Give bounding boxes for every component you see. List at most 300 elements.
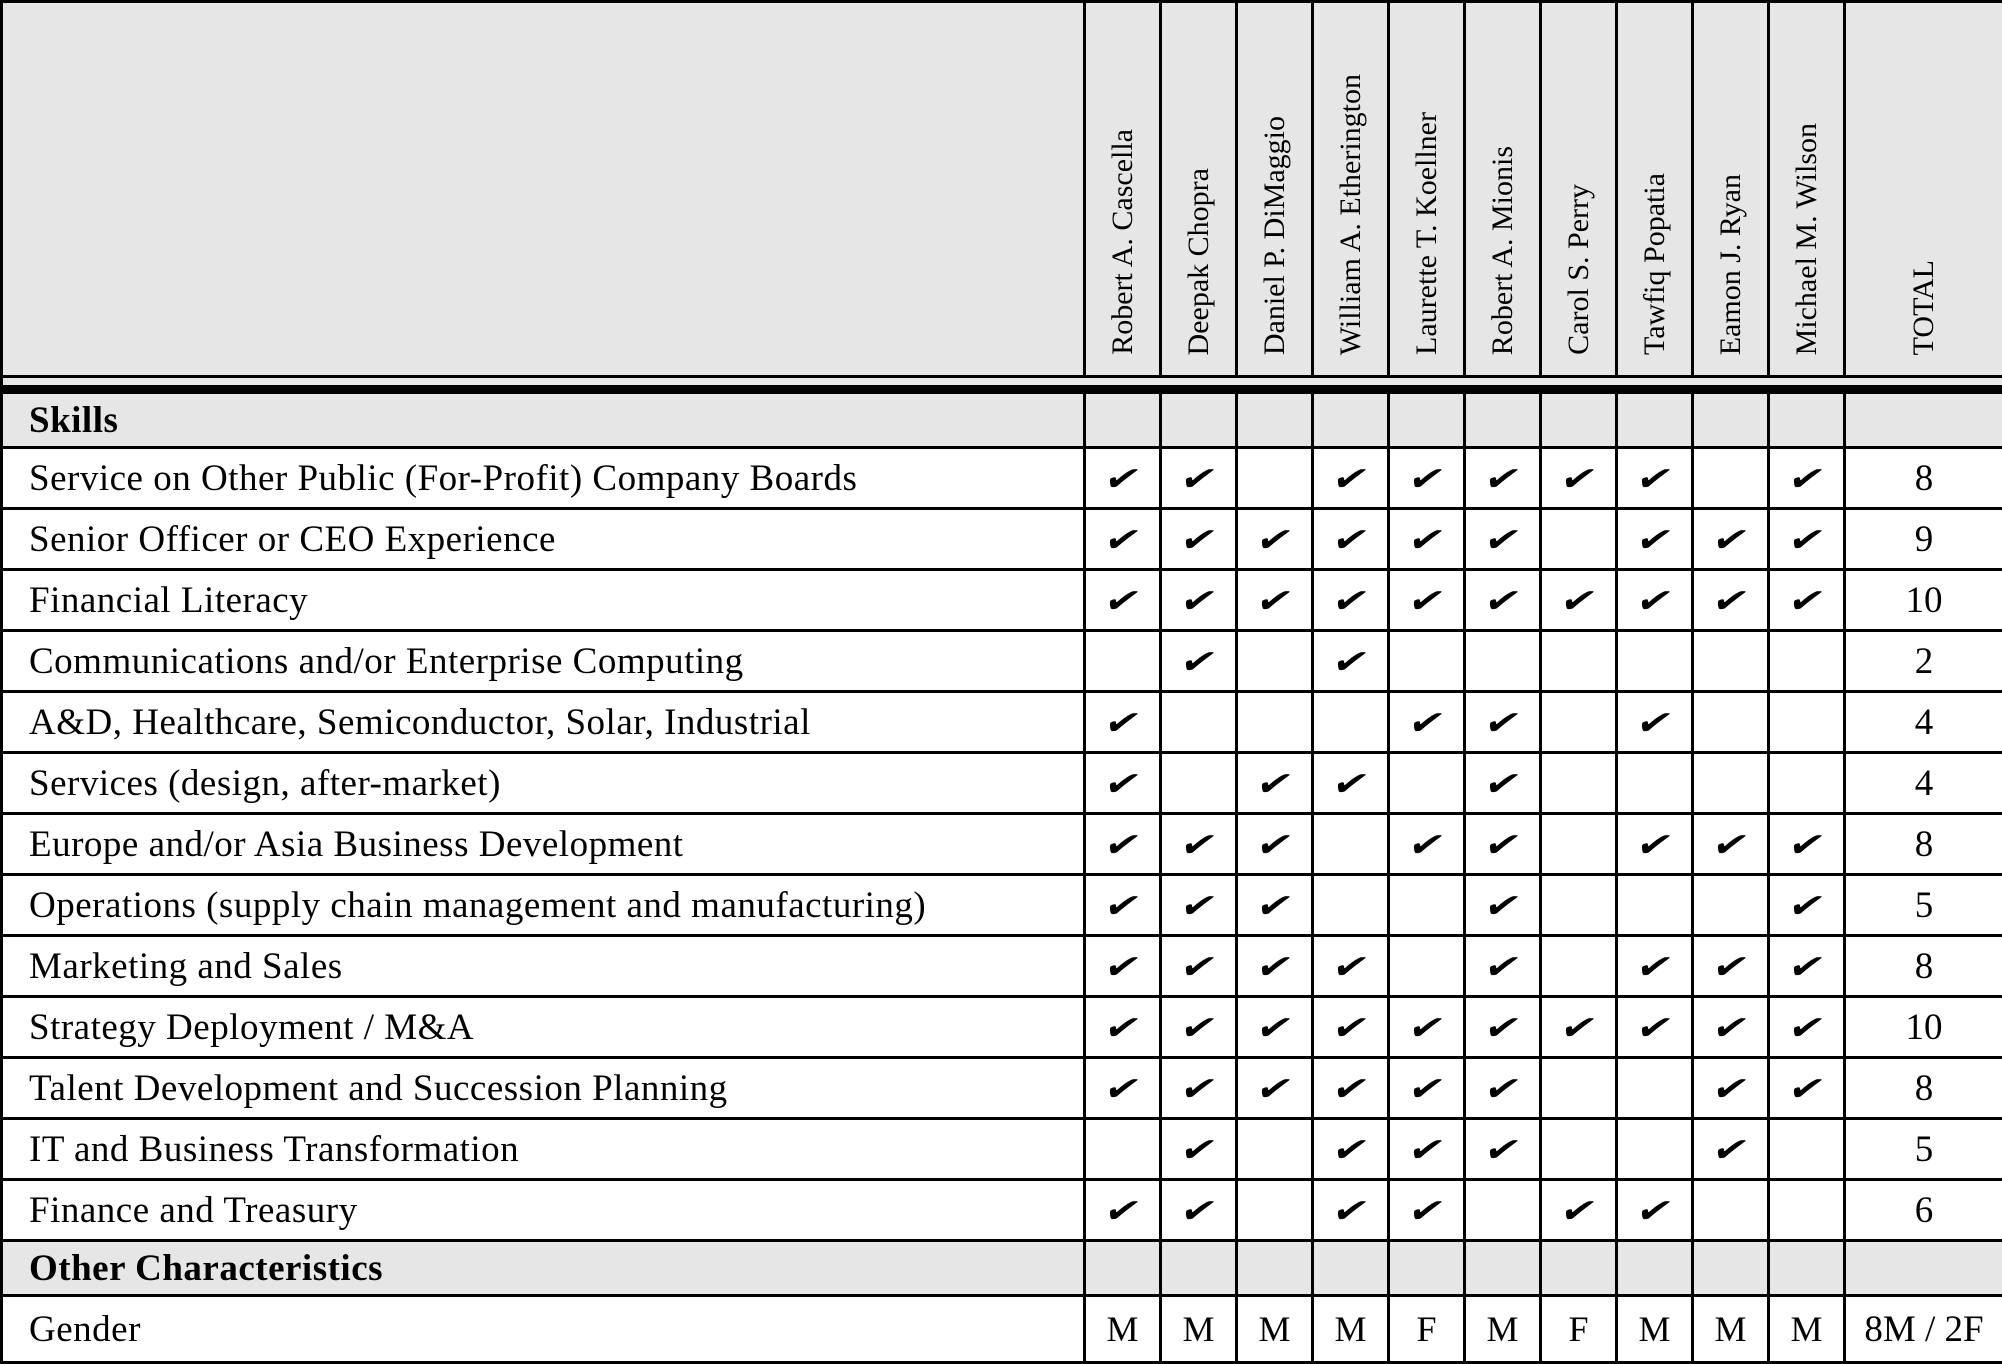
check-cell bbox=[1769, 875, 1845, 936]
check-cell bbox=[1085, 1180, 1161, 1241]
check-cell bbox=[1237, 875, 1313, 936]
check-cell bbox=[1161, 631, 1237, 692]
check-cell bbox=[1617, 753, 1693, 814]
section-empty-cell bbox=[1617, 1241, 1693, 1296]
check-cell bbox=[1769, 448, 1845, 509]
section-empty-cell bbox=[1237, 390, 1313, 448]
row-label: Senior Officer or CEO Experience bbox=[2, 509, 1085, 570]
check-cell bbox=[1693, 631, 1769, 692]
check-cell bbox=[1085, 509, 1161, 570]
check-icon: ✔ bbox=[1709, 523, 1752, 556]
section-empty-cell bbox=[1541, 1241, 1617, 1296]
check-icon: ✔ bbox=[1785, 1011, 1828, 1044]
skill-row bbox=[2, 509, 2002, 570]
gender-value-cell: M bbox=[1237, 1296, 1313, 1363]
check-cell bbox=[1389, 1180, 1465, 1241]
total-cell: 10 bbox=[1845, 997, 2002, 1058]
check-cell bbox=[1693, 1119, 1769, 1180]
check-cell bbox=[1693, 692, 1769, 753]
check-icon: ✔ bbox=[1709, 584, 1752, 617]
check-cell bbox=[1237, 692, 1313, 753]
header-corner-cell bbox=[2, 2, 1085, 377]
total-cell: 9 bbox=[1845, 509, 2002, 570]
table-body bbox=[2, 390, 2002, 1363]
check-icon: ✔ bbox=[1481, 767, 1524, 800]
check-icon: ✔ bbox=[1481, 1072, 1524, 1105]
check-cell bbox=[1541, 1119, 1617, 1180]
check-icon: ✔ bbox=[1253, 828, 1296, 861]
check-cell bbox=[1541, 692, 1617, 753]
check-icon: ✔ bbox=[1557, 1011, 1600, 1044]
check-icon: ✔ bbox=[1177, 1194, 1220, 1227]
skill-row bbox=[2, 875, 2002, 936]
check-cell bbox=[1465, 814, 1541, 875]
check-cell bbox=[1617, 1180, 1693, 1241]
check-icon: ✔ bbox=[1253, 889, 1296, 922]
check-icon: ✔ bbox=[1785, 1072, 1828, 1105]
check-cell bbox=[1617, 814, 1693, 875]
check-cell bbox=[1237, 997, 1313, 1058]
column-header-director bbox=[1617, 2, 1693, 377]
check-cell bbox=[1237, 631, 1313, 692]
check-icon: ✔ bbox=[1481, 828, 1524, 861]
column-header-director bbox=[1769, 2, 1845, 377]
gender-value-cell: M bbox=[1693, 1296, 1769, 1363]
check-cell bbox=[1541, 1180, 1617, 1241]
check-cell bbox=[1769, 570, 1845, 631]
check-icon: ✔ bbox=[1709, 950, 1752, 983]
check-icon: ✔ bbox=[1481, 584, 1524, 617]
check-icon: ✔ bbox=[1785, 950, 1828, 983]
check-cell bbox=[1313, 1180, 1389, 1241]
section-empty-cell bbox=[1693, 390, 1769, 448]
check-cell bbox=[1465, 1119, 1541, 1180]
check-cell bbox=[1693, 997, 1769, 1058]
check-icon: ✔ bbox=[1101, 523, 1144, 556]
check-cell bbox=[1237, 509, 1313, 570]
skill-row bbox=[2, 1058, 2002, 1119]
check-cell bbox=[1769, 692, 1845, 753]
check-cell bbox=[1769, 509, 1845, 570]
row-label: Europe and/or Asia Business Development bbox=[2, 814, 1085, 875]
gender-value-cell: M bbox=[1313, 1296, 1389, 1363]
check-cell bbox=[1085, 1058, 1161, 1119]
row-label: Operations (supply chain management and manufacturing) bbox=[2, 875, 1085, 936]
check-cell bbox=[1541, 936, 1617, 997]
check-cell bbox=[1769, 631, 1845, 692]
check-cell bbox=[1161, 875, 1237, 936]
check-cell bbox=[1389, 936, 1465, 997]
check-cell bbox=[1237, 1180, 1313, 1241]
check-cell bbox=[1769, 1119, 1845, 1180]
check-cell bbox=[1161, 814, 1237, 875]
check-cell bbox=[1237, 814, 1313, 875]
check-cell bbox=[1085, 936, 1161, 997]
check-icon: ✔ bbox=[1785, 889, 1828, 922]
check-icon: ✔ bbox=[1405, 706, 1448, 739]
row-label: Communications and/or Enterprise Computing bbox=[2, 631, 1085, 692]
check-icon: ✔ bbox=[1405, 1194, 1448, 1227]
check-cell bbox=[1465, 692, 1541, 753]
check-cell bbox=[1313, 1119, 1389, 1180]
total-cell: 8 bbox=[1845, 814, 2002, 875]
section-label: Other Characteristics bbox=[2, 1241, 1085, 1296]
section-empty-cell bbox=[1465, 1241, 1541, 1296]
check-cell bbox=[1617, 875, 1693, 936]
check-cell bbox=[1237, 1058, 1313, 1119]
check-icon: ✔ bbox=[1329, 1011, 1372, 1044]
director-name: Deepak Chopra bbox=[1183, 168, 1215, 355]
column-header-director bbox=[1541, 2, 1617, 377]
total-cell: 8 bbox=[1845, 448, 2002, 509]
check-icon: ✔ bbox=[1329, 462, 1372, 495]
section-empty-cell bbox=[1845, 1241, 2002, 1296]
check-icon: ✔ bbox=[1481, 1011, 1524, 1044]
check-cell bbox=[1161, 753, 1237, 814]
director-name: Tawfiq Popatia bbox=[1639, 173, 1671, 355]
skill-row bbox=[2, 570, 2002, 631]
section-empty-cell bbox=[1769, 390, 1845, 448]
check-cell bbox=[1541, 509, 1617, 570]
check-cell bbox=[1465, 753, 1541, 814]
check-cell bbox=[1389, 631, 1465, 692]
column-header-director bbox=[1085, 2, 1161, 377]
check-cell bbox=[1085, 448, 1161, 509]
check-icon: ✔ bbox=[1709, 1133, 1752, 1166]
check-cell bbox=[1541, 753, 1617, 814]
header-row bbox=[2, 2, 2002, 377]
row-label: Finance and Treasury bbox=[2, 1180, 1085, 1241]
check-cell bbox=[1693, 753, 1769, 814]
skill-row bbox=[2, 1180, 2002, 1241]
check-cell bbox=[1617, 1119, 1693, 1180]
check-cell bbox=[1617, 448, 1693, 509]
total-cell: 5 bbox=[1845, 875, 2002, 936]
check-icon: ✔ bbox=[1253, 584, 1296, 617]
check-icon: ✔ bbox=[1405, 1133, 1448, 1166]
check-cell bbox=[1313, 875, 1389, 936]
check-cell bbox=[1769, 753, 1845, 814]
check-icon: ✔ bbox=[1253, 523, 1296, 556]
skill-row bbox=[2, 631, 2002, 692]
check-cell bbox=[1085, 692, 1161, 753]
row-label: IT and Business Transformation bbox=[2, 1119, 1085, 1180]
check-cell bbox=[1693, 1058, 1769, 1119]
column-header-director bbox=[1237, 2, 1313, 377]
check-cell bbox=[1161, 692, 1237, 753]
check-cell bbox=[1161, 509, 1237, 570]
check-icon: ✔ bbox=[1405, 523, 1448, 556]
check-cell bbox=[1161, 570, 1237, 631]
check-icon: ✔ bbox=[1101, 767, 1144, 800]
check-cell bbox=[1161, 1058, 1237, 1119]
check-cell bbox=[1769, 1058, 1845, 1119]
check-icon: ✔ bbox=[1481, 523, 1524, 556]
check-cell bbox=[1617, 570, 1693, 631]
check-cell bbox=[1769, 997, 1845, 1058]
section-label: Skills bbox=[2, 390, 1085, 448]
total-cell: 6 bbox=[1845, 1180, 2002, 1241]
check-icon: ✔ bbox=[1405, 828, 1448, 861]
check-cell bbox=[1617, 936, 1693, 997]
director-name: Michael M. Wilson bbox=[1791, 123, 1823, 355]
check-icon: ✔ bbox=[1557, 1194, 1600, 1227]
check-cell bbox=[1693, 1180, 1769, 1241]
section-empty-cell bbox=[1161, 1241, 1237, 1296]
skill-row bbox=[2, 692, 2002, 753]
skill-row bbox=[2, 448, 2002, 509]
check-cell bbox=[1389, 753, 1465, 814]
check-icon: ✔ bbox=[1633, 523, 1676, 556]
gender-value-cell: M bbox=[1465, 1296, 1541, 1363]
check-cell bbox=[1085, 753, 1161, 814]
gender-value-cell: F bbox=[1389, 1296, 1465, 1363]
check-cell bbox=[1465, 448, 1541, 509]
check-icon: ✔ bbox=[1329, 1194, 1372, 1227]
check-cell bbox=[1541, 875, 1617, 936]
check-icon: ✔ bbox=[1177, 645, 1220, 678]
column-header-director bbox=[1389, 2, 1465, 377]
check-icon: ✔ bbox=[1557, 462, 1600, 495]
check-icon: ✔ bbox=[1785, 584, 1828, 617]
gender-value-cell: M bbox=[1769, 1296, 1845, 1363]
check-cell bbox=[1313, 448, 1389, 509]
check-cell bbox=[1389, 875, 1465, 936]
check-icon: ✔ bbox=[1633, 1194, 1676, 1227]
check-cell bbox=[1085, 1119, 1161, 1180]
check-cell bbox=[1693, 570, 1769, 631]
check-cell bbox=[1389, 509, 1465, 570]
check-cell bbox=[1541, 448, 1617, 509]
check-icon: ✔ bbox=[1557, 584, 1600, 617]
check-icon: ✔ bbox=[1177, 1072, 1220, 1105]
check-icon: ✔ bbox=[1253, 767, 1296, 800]
section-empty-cell bbox=[1313, 1241, 1389, 1296]
check-cell bbox=[1161, 1180, 1237, 1241]
section-row bbox=[2, 390, 2002, 448]
check-cell bbox=[1465, 936, 1541, 997]
gender-value-cell: F bbox=[1541, 1296, 1617, 1363]
check-icon: ✔ bbox=[1177, 828, 1220, 861]
check-cell bbox=[1389, 1058, 1465, 1119]
check-cell bbox=[1313, 509, 1389, 570]
check-cell bbox=[1085, 570, 1161, 631]
check-icon: ✔ bbox=[1481, 706, 1524, 739]
check-icon: ✔ bbox=[1481, 950, 1524, 983]
total-cell: 2 bbox=[1845, 631, 2002, 692]
row-label: A&D, Healthcare, Semiconductor, Solar, Industrial bbox=[2, 692, 1085, 753]
section-empty-cell bbox=[1313, 390, 1389, 448]
check-icon: ✔ bbox=[1633, 950, 1676, 983]
check-cell bbox=[1541, 570, 1617, 631]
check-icon: ✔ bbox=[1101, 1194, 1144, 1227]
check-cell bbox=[1389, 692, 1465, 753]
skill-row bbox=[2, 753, 2002, 814]
check-cell bbox=[1389, 570, 1465, 631]
section-empty-cell bbox=[1769, 1241, 1845, 1296]
check-cell bbox=[1237, 1119, 1313, 1180]
check-icon: ✔ bbox=[1177, 950, 1220, 983]
check-icon: ✔ bbox=[1329, 767, 1372, 800]
check-icon: ✔ bbox=[1633, 1011, 1676, 1044]
check-icon: ✔ bbox=[1329, 1133, 1372, 1166]
total-cell: 8M / 2F bbox=[1845, 1296, 2002, 1363]
check-icon: ✔ bbox=[1253, 950, 1296, 983]
director-name: Laurette T. Koellner bbox=[1411, 112, 1443, 355]
section-empty-cell bbox=[1693, 1241, 1769, 1296]
check-cell bbox=[1085, 631, 1161, 692]
check-cell bbox=[1085, 814, 1161, 875]
check-cell bbox=[1693, 509, 1769, 570]
check-cell bbox=[1237, 570, 1313, 631]
table-header bbox=[2, 2, 2002, 390]
gender-value-cell: M bbox=[1085, 1296, 1161, 1363]
check-cell bbox=[1465, 631, 1541, 692]
check-icon: ✔ bbox=[1101, 1011, 1144, 1044]
check-cell bbox=[1313, 753, 1389, 814]
total-cell: 5 bbox=[1845, 1119, 2002, 1180]
check-cell bbox=[1617, 631, 1693, 692]
check-icon: ✔ bbox=[1177, 1011, 1220, 1044]
row-label: Strategy Deployment / M&A bbox=[2, 997, 1085, 1058]
check-cell bbox=[1541, 631, 1617, 692]
check-icon: ✔ bbox=[1177, 462, 1220, 495]
check-cell bbox=[1161, 997, 1237, 1058]
check-cell bbox=[1465, 997, 1541, 1058]
director-name: William A. Etherington bbox=[1335, 74, 1367, 355]
check-icon: ✔ bbox=[1633, 584, 1676, 617]
check-cell bbox=[1465, 875, 1541, 936]
gender-value-cell: M bbox=[1161, 1296, 1237, 1363]
section-empty-cell bbox=[1237, 1241, 1313, 1296]
check-cell bbox=[1541, 814, 1617, 875]
check-cell bbox=[1693, 814, 1769, 875]
check-cell bbox=[1465, 509, 1541, 570]
section-empty-cell bbox=[1617, 390, 1693, 448]
check-cell bbox=[1465, 1058, 1541, 1119]
check-cell bbox=[1161, 1119, 1237, 1180]
check-icon: ✔ bbox=[1785, 462, 1828, 495]
skill-row bbox=[2, 936, 2002, 997]
check-cell bbox=[1161, 448, 1237, 509]
check-cell bbox=[1617, 509, 1693, 570]
row-label: Services (design, after-market) bbox=[2, 753, 1085, 814]
row-label: Financial Literacy bbox=[2, 570, 1085, 631]
section-empty-cell bbox=[1085, 390, 1161, 448]
check-cell bbox=[1313, 692, 1389, 753]
gender-value-cell: M bbox=[1617, 1296, 1693, 1363]
check-icon: ✔ bbox=[1481, 1133, 1524, 1166]
check-cell bbox=[1313, 631, 1389, 692]
check-icon: ✔ bbox=[1633, 706, 1676, 739]
check-icon: ✔ bbox=[1405, 1011, 1448, 1044]
skill-row bbox=[2, 997, 2002, 1058]
section-empty-cell bbox=[1161, 390, 1237, 448]
director-name: Robert A. Cascella bbox=[1107, 129, 1139, 355]
check-icon: ✔ bbox=[1253, 1011, 1296, 1044]
check-cell bbox=[1237, 936, 1313, 997]
director-name: Eamon J. Ryan bbox=[1715, 174, 1747, 355]
check-icon: ✔ bbox=[1177, 523, 1220, 556]
check-cell bbox=[1465, 1180, 1541, 1241]
check-cell bbox=[1693, 448, 1769, 509]
check-icon: ✔ bbox=[1405, 462, 1448, 495]
check-icon: ✔ bbox=[1633, 828, 1676, 861]
check-icon: ✔ bbox=[1101, 584, 1144, 617]
check-cell bbox=[1617, 997, 1693, 1058]
check-cell bbox=[1085, 997, 1161, 1058]
check-cell bbox=[1237, 448, 1313, 509]
check-icon: ✔ bbox=[1709, 1011, 1752, 1044]
total-header-label: TOTAL bbox=[1908, 260, 1940, 355]
row-label: Talent Development and Succession Planning bbox=[2, 1058, 1085, 1119]
header-rule bbox=[2, 377, 2002, 390]
check-icon: ✔ bbox=[1101, 889, 1144, 922]
header-rule-row bbox=[2, 377, 2002, 390]
total-cell: 8 bbox=[1845, 936, 2002, 997]
check-icon: ✔ bbox=[1101, 706, 1144, 739]
check-cell bbox=[1161, 936, 1237, 997]
check-icon: ✔ bbox=[1481, 889, 1524, 922]
section-empty-cell bbox=[1541, 390, 1617, 448]
total-cell: 8 bbox=[1845, 1058, 2002, 1119]
check-icon: ✔ bbox=[1329, 523, 1372, 556]
column-header-director bbox=[1313, 2, 1389, 377]
check-icon: ✔ bbox=[1101, 950, 1144, 983]
check-icon: ✔ bbox=[1709, 828, 1752, 861]
check-cell bbox=[1617, 692, 1693, 753]
section-empty-cell bbox=[1845, 390, 2002, 448]
check-icon: ✔ bbox=[1633, 462, 1676, 495]
check-cell bbox=[1313, 997, 1389, 1058]
check-icon: ✔ bbox=[1101, 828, 1144, 861]
check-icon: ✔ bbox=[1253, 1072, 1296, 1105]
check-icon: ✔ bbox=[1177, 584, 1220, 617]
check-icon: ✔ bbox=[1709, 1072, 1752, 1105]
check-cell bbox=[1085, 875, 1161, 936]
skill-row bbox=[2, 1119, 2002, 1180]
total-cell: 4 bbox=[1845, 692, 2002, 753]
check-icon: ✔ bbox=[1785, 523, 1828, 556]
total-cell: 4 bbox=[1845, 753, 2002, 814]
section-empty-cell bbox=[1085, 1241, 1161, 1296]
check-cell bbox=[1313, 1058, 1389, 1119]
check-cell bbox=[1541, 1058, 1617, 1119]
section-empty-cell bbox=[1465, 390, 1541, 448]
check-cell bbox=[1769, 1180, 1845, 1241]
row-label: Gender bbox=[2, 1296, 1085, 1363]
check-icon: ✔ bbox=[1405, 584, 1448, 617]
check-icon: ✔ bbox=[1177, 1133, 1220, 1166]
check-cell bbox=[1541, 997, 1617, 1058]
total-cell: 10 bbox=[1845, 570, 2002, 631]
section-row bbox=[2, 1241, 2002, 1296]
row-label: Marketing and Sales bbox=[2, 936, 1085, 997]
check-cell bbox=[1313, 936, 1389, 997]
check-icon: ✔ bbox=[1405, 1072, 1448, 1105]
check-icon: ✔ bbox=[1329, 584, 1372, 617]
column-header-director bbox=[1465, 2, 1541, 377]
director-name: Daniel P. DiMaggio bbox=[1259, 116, 1291, 355]
check-cell bbox=[1389, 1119, 1465, 1180]
check-cell bbox=[1693, 875, 1769, 936]
check-cell bbox=[1693, 936, 1769, 997]
check-icon: ✔ bbox=[1329, 950, 1372, 983]
director-name: Carol S. Perry bbox=[1563, 184, 1595, 355]
check-icon: ✔ bbox=[1785, 828, 1828, 861]
check-icon: ✔ bbox=[1481, 462, 1524, 495]
check-cell bbox=[1769, 814, 1845, 875]
